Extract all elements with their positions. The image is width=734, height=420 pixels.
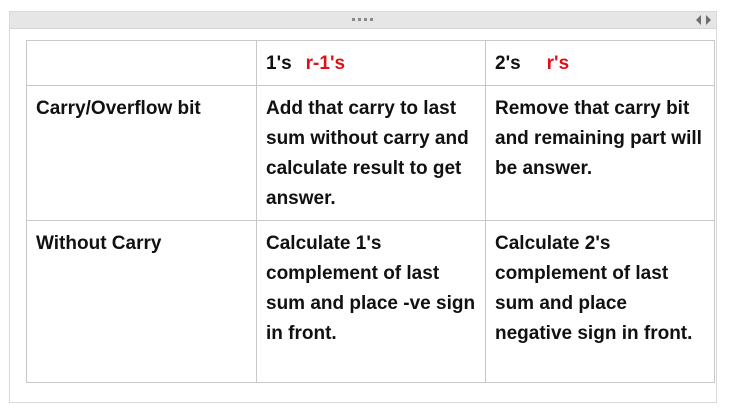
header-cell-empty (27, 41, 257, 86)
header-ones-label: 1's (266, 53, 292, 74)
slide-frame (9, 11, 717, 403)
header-cell-ones (257, 41, 486, 86)
table-row (27, 86, 715, 221)
table-header-row (27, 41, 715, 86)
cell-carry-twos: Remove that carry bit and remaining part will be answer. (486, 86, 715, 221)
slide-toolbar (10, 12, 716, 29)
cell-nocarry-ones: Calculate 1's complement of last sum and place -ve sign in front. (257, 221, 486, 383)
cell-nocarry-twos: Calculate 2's complement of last sum and place negative sign in front. (486, 221, 715, 383)
row-label-carry: Carry/Overflow bit (27, 86, 257, 221)
table-row (27, 221, 715, 383)
header-ones-alt-label: r-1's (305, 53, 346, 74)
arrow-right-icon[interactable] (706, 15, 711, 25)
header-twos-alt-label: r's (546, 53, 570, 74)
header-cell-twos (486, 41, 715, 86)
nav-arrows (696, 15, 711, 25)
arrow-left-icon[interactable] (696, 15, 701, 25)
row-label-without-carry: Without Carry (27, 221, 257, 383)
header-twos-label: 2's (495, 53, 521, 74)
cell-carry-ones: Add that carry to last sum without carry and calculate result to get answer. (257, 86, 486, 221)
complement-comparison-table (26, 40, 715, 383)
grip-dots-icon[interactable] (352, 18, 373, 21)
